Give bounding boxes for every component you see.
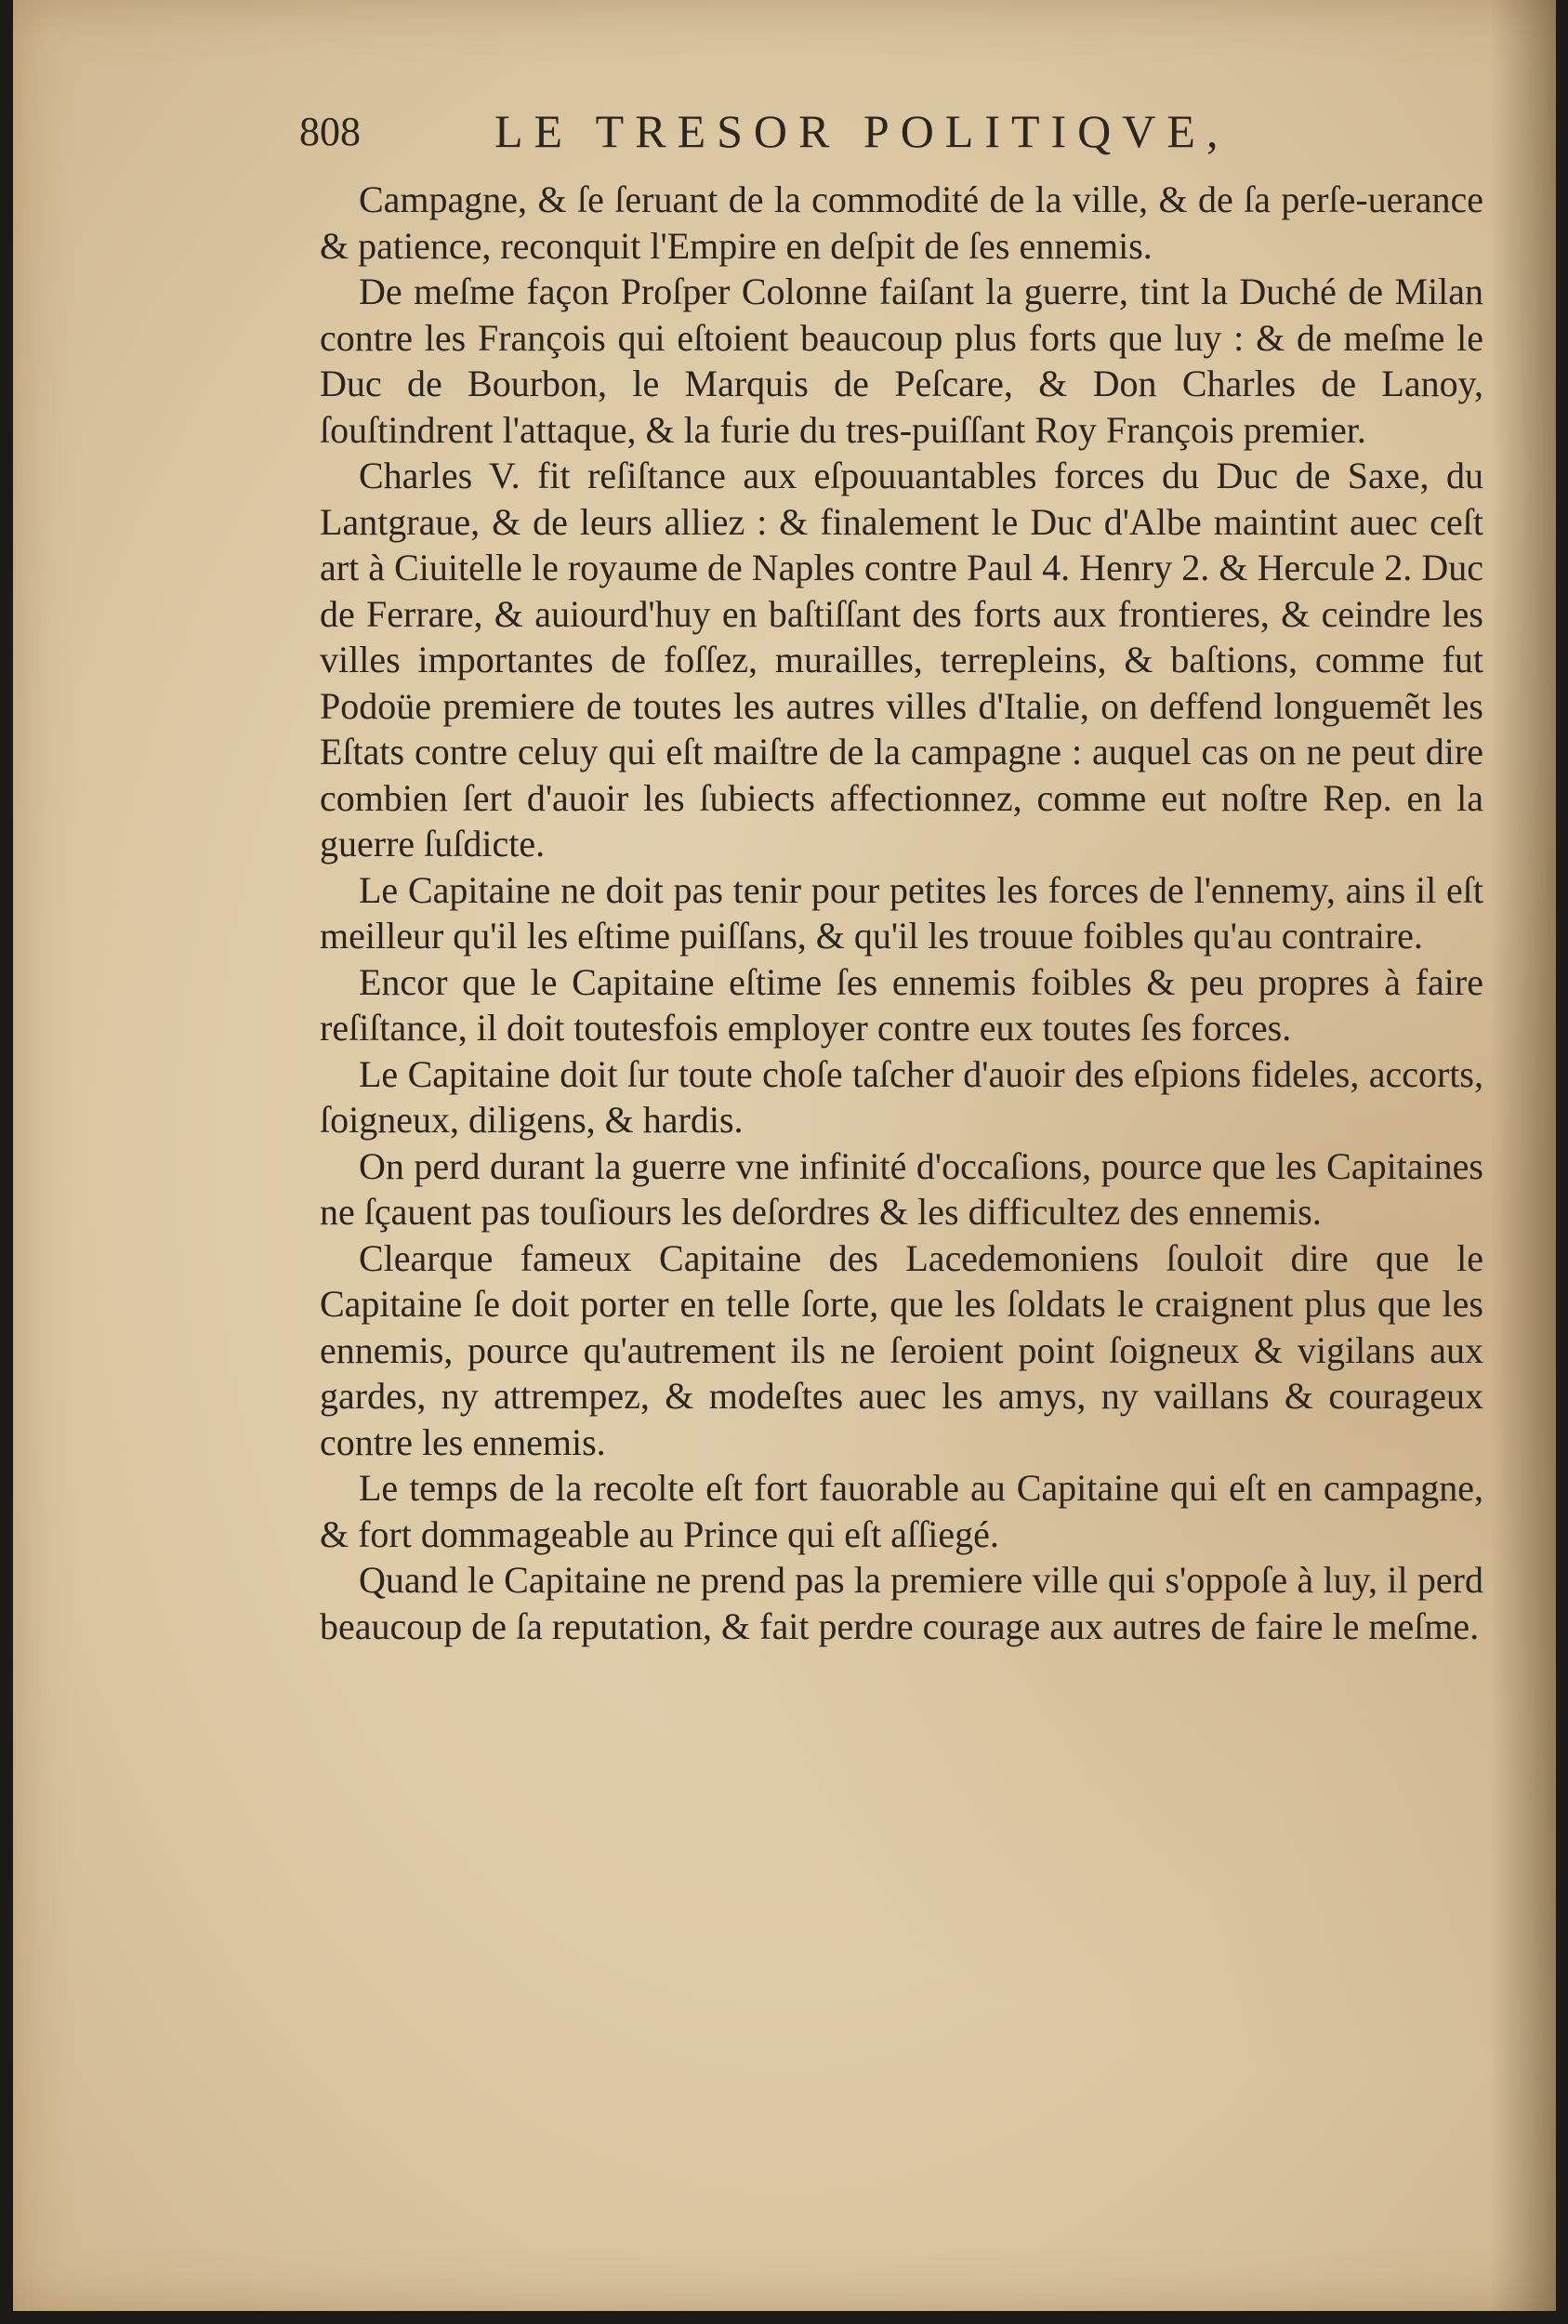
paragraph: De meſme façon Proſper Colonne faiſant la guerre, tint la Duché de Milan contre les François qui eſtoient beaucoup plus forts que luy : & de meſme le Duc de Bourbon, le Marquis de Peſcare, & Don Charles de Lanoy, ſouſtindrent l'attaque, & la furie du tres-puiſſant Roy François premier. bbox=[320, 271, 1483, 451]
paragraph: On perd durant la guerre vne infinité d'occaſions, pource que les Capitaines ne ſçauent pas touſiours les deſordres & les difficultez des ennemis. bbox=[320, 1144, 1483, 1233]
page-header bbox=[299, 104, 1303, 169]
page-number: 808 bbox=[299, 109, 361, 154]
running-title: LE TRESOR POLITIQVE, bbox=[494, 105, 1230, 157]
body-text bbox=[320, 177, 1483, 1649]
book-page bbox=[13, 0, 1556, 2311]
paragraph: Le temps de la recolte eſt fort fauorable au Capitaine qui eſt en campagne, & fort dommageable au Prince qui eſt aſſiegé. bbox=[320, 1467, 1483, 1555]
paragraph: Clearque fameux Capitaine des Lacedemoniens ſouloit dire que le Capitaine ſe doit porter en telle ſorte, que les ſoldats le craignent plus que les ennemis, pource qu'autrement ils ne ſeroient point ſoigneux & vigilans aux gardes, ny attrempez, & modeſtes auec les amys, ny vaillans & courageux contre les ennemis. bbox=[320, 1236, 1483, 1463]
page-edge-shadow bbox=[1491, 0, 1556, 2311]
paragraph: Encor que le Capitaine eſtime ſes ennemis foibles & peu propres à faire reſiſtance, il doit toutesfois employer contre eux toutes ſes forces. bbox=[320, 960, 1483, 1049]
paragraph: Le Capitaine ne doit pas tenir pour petites les forces de l'ennemy, ains il eſt meilleur qu'il les eſtime puiſſans, & qu'il les trouue foibles qu'au contraire. bbox=[320, 868, 1483, 957]
paragraph: Le Capitaine doit ſur toute choſe taſcher d'auoir des eſpions fideles, accorts, ſoigneux, diligens, & hardis. bbox=[320, 1052, 1483, 1141]
paragraph: Campagne, & ſe ſeruant de la commodité de la ville, & de ſa perſe-uerance & patience, reconquit l'Empire en deſpit de ſes ennemis. bbox=[320, 178, 1483, 267]
paragraph: Quand le Capitaine ne prend pas la premiere ville qui s'oppoſe à luy, il perd beaucoup de ſa reputation, & fait perdre courage aux autres de faire le meſme. bbox=[320, 1559, 1483, 1647]
paragraph: Charles V. fit reſiſtance aux eſpouuantables forces du Duc de Saxe, du Lantgraue, & de leurs alliez : & finalement le Duc d'Albe maintint auec ceſt art à Ciuitelle le royaume de Naples contre Paul 4. Henry 2. & Hercule 2. Duc de Ferrare, & auiourd'huy en baſtiſſant des forts aux frontieres, & ceindre les villes importantes de foſſez, murailles, terrepleins, & baſtions, comme fut Podoüe premiere de toutes les autres villes d'Italie, on deffend longuemẽt les Eſtats contre celuy qui eſt maiſtre de la campagne : auquel cas on ne peut dire combien ſert d'auoir les ſubiects affectionnez, comme eut noſtre Rep. en la guerre ſuſdicte. bbox=[320, 455, 1483, 865]
